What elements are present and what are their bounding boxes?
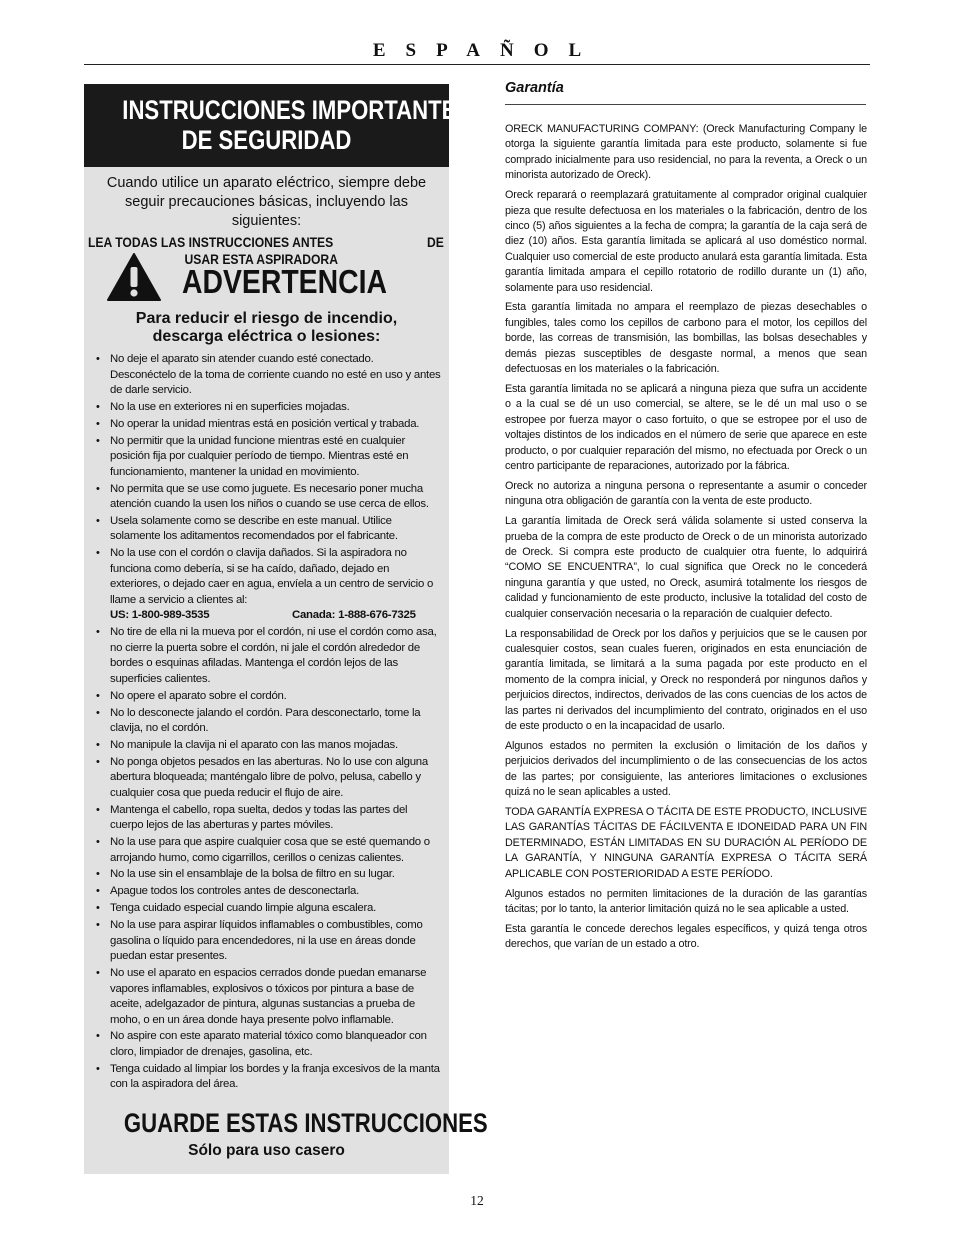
reduce-risk-line2: descarga eléctrica o lesiones:	[152, 328, 381, 345]
warranty-paragraph: Esta garantía le concede derechos legales específicos, y quizá tenga otros derechos, que varían de un estado a otro.	[505, 922, 867, 951]
safety-item: • No permita que se use como juguete. Es necesario poner mucha atención cuando la usen los niños o cuando se use cerca de ellos.	[96, 482, 441, 513]
safety-item: • No opere el aparato sobre el cordón.	[96, 689, 441, 705]
save-instructions-title	[84, 1108, 488, 1138]
warranty-heading: Garantía	[505, 80, 564, 96]
safety-item-service-text: No la use con el cordón o clavija dañados. Si la aspiradora no funciona como debería, si se ha caído, dañado, dejado en exteriores, o dejado caer en agua, envíela a un centro de servicio o llame a servicio a clientes al:	[110, 547, 434, 606]
safety-item: • Apague todos los controles antes de desconectarla.	[96, 884, 441, 900]
safety-item: • No la use para aspirar líquidos inflamables o combustibles, como gasolina o líquido para encendedores, ni la use en áreas donde puedan estar presentes.	[96, 918, 441, 965]
safety-item: • Tenga cuidado al limpiar los bordes y la franja excesivos de la manta con la aspiradora del área.	[96, 1062, 441, 1093]
safety-list	[96, 352, 441, 1094]
warranty-paragraph: La responsabilidad de Oreck por los daños y perjuicios que se le causen por cualesquier costos, sean cuales fueren, originados en esta enunciación de garantía limitada, se limitará a la suma pagada por este producto en el momento de la compra inicial, y Oreck no responderá por ningunos daños y perjuicios directos, indirectos, derivados de las cons cuencias de los actos de las partes ni derivados del incumplimiento del contrato, originados en el uso de este producto o en la incapacidad de usarlo.	[505, 627, 867, 733]
safety-item: • No permitir que la unidad funcione mientras esté en cualquier posición fija por cualquier período de tiempo. Mientras esté en funcionamiento, mantener la unidad en movimiento.	[96, 434, 441, 481]
safety-title-line1: INSTRUCCIONES IMPORTANTES	[122, 95, 472, 125]
safety-item: • No la use sin el ensamblaje de la bolsa de filtro en su lugar.	[96, 867, 441, 883]
phone-us: US: 1-800-989-3535	[110, 609, 210, 622]
page-number: 12	[470, 1193, 484, 1208]
save-instructions-text: GUARDE ESTAS INSTRUCCIONES	[123, 1108, 488, 1138]
warranty-paragraph: Oreck no autoriza a ninguna persona o representante a asumir o conceder ninguna otra obligación de garantía con la venta de este producto.	[505, 479, 867, 508]
warranty-paragraph: Oreck reparará o reemplazará gratuitamente al comprador original cualquier pieza que resulte defectuosa en los materiales o la fabricación, dentro de los cinco (5) años siguientes a la fecha de compra; la garantía de la caja será de diez (10) años. Esta garantía limitada se aplicará al uso doméstico normal. Cualquier uso comercial de este producto anulará esta garantía limitada. Esta garantía limitada ampara el cepillo rotatorio de rodillo durante un (1) año, solamente para uso residencial.	[505, 189, 867, 294]
safety-item: • No la use en exteriores ni en superficies mojadas.	[96, 400, 441, 416]
reduce-risk-line1: Para reducir el riesgo de incendio,	[135, 310, 398, 327]
safety-title-line2: DE SEGURIDAD	[181, 125, 352, 155]
safety-item-service	[96, 546, 441, 624]
warning-row	[106, 252, 436, 302]
safety-item: • No use el aparato en espacios cerrados donde puedan emanarse vapores inflamables, explosivos o tóxicos por pintura a base de aceite, adelgazador de pintura, algunas sustancias a prueba de moho, o en un área donde haya presente polvo inflamable.	[96, 966, 441, 1028]
read-instructions-left: LEA TODAS LAS INSTRUCCIONES ANTES	[88, 235, 334, 250]
warranty-paragraph: Algunos estados no permiten limitaciones de la duración de las garantías tácitas; por lo tanto, la anterior limitación quizá no le sea aplicable a usted.	[505, 887, 867, 915]
warning-word: ADVERTENCIA	[182, 263, 387, 300]
safety-item: • No lo desconecte jalando el cordón. Para desconectarlo, tome la clavija, no el cordón.	[96, 706, 441, 737]
header-rule	[84, 64, 870, 65]
warranty-body	[505, 122, 867, 957]
warranty-paragraph: Esta garantía limitada no se aplicará a ninguna pieza que sufra un accidente o a la cual se dé un uso comercial, se altere, se le dé un mal uso o se estropee por fuerza mayor o caso fortuito, o que se estropee por el uso de voltajes distintos de los indicados en el número de serie que aparece en este producto, o por cualquier reparación del mismo, no efectuada por Oreck o un centro participante de reparaciones, autorizado por la fábrica.	[505, 383, 867, 473]
warranty-paragraph: ORECK MANUFACTURING COMPANY: (Oreck Manufacturing Company le otorga la siguiente garantía limitada para este producto, solamente si fue comprado inicialmente para uso residencial, no para la reventa, a Oreck o un minorista autorizado de Oreck).	[505, 123, 867, 182]
read-instructions-right: DE	[427, 235, 445, 250]
warranty-paragraph: Esta garantía limitada no ampara el reemplazo de piezas desechables o fungibles, tales como los cepillos de carbono para el motor, los cepillos del borde, las correas de transmisión, las bombillas, las bolsas desechables y demás piezas susceptibles de desgaste normal, a menos que sean defectuosas en los materiales o la fabricación.	[505, 301, 867, 376]
warranty-paragraph: La garantía limitada de Oreck será válida solamente si usted conserva la prueba de la compra de este producto de Oreck o de un minorista autorizado de Oreck. Si compra este producto de cualquier otra fuente, lo adquirirá “COMO SE ENCUENTRA”, lo cual significa que Oreck no le concederá ninguna garantía y que usted, no Oreck, asumirá totalmente los riesgos de calidad y funcionamiento de este producto, inclusive la totalidad del costo de cualquier conservación necesaria o la reparación de cualquier defecto.	[505, 515, 867, 620]
warning-triangle-icon	[106, 252, 162, 302]
safety-instructions-panel	[84, 84, 488, 1174]
language-header: ESPAÑOL	[372, 40, 602, 61]
safety-item: • No deje el aparato sin atender cuando esté conectado. Desconéctelo de la toma de corriente cuando no esté en uso y antes de darle servicio.	[96, 352, 441, 399]
warranty-rule	[505, 104, 866, 105]
safety-item: • No manipule la clavija ni el aparato con las manos mojadas.	[96, 738, 441, 754]
safety-item: • No la use para que aspire cualquier cosa que se esté quemando o arrojando humo, como cigarrillos, cerillos o cenizas calientes.	[96, 835, 441, 866]
safety-item: • No operar la unidad mientras está en posición vertical y trabada.	[96, 417, 441, 433]
safety-item: • No aspire con este aparato material tóxico como blanqueador con cloro, limpiador de drenajes, gasolina, etc.	[96, 1029, 441, 1060]
safety-item: • Usela solamente como se describe en este manual. Utilice solamente los aditamentos recomendados por el fabricante.	[96, 514, 441, 545]
warranty-paragraph: TODA GARANTÍA EXPRESA O TÁCITA DE ESTE PRODUCTO, INCLUSIVE LAS GARANTÍAS TÁCITAS DE FÁCILVENTA E IDONEIDAD PARA UN FIN DETERMINADO, ESTÁN LIMITADAS EN SU DURACIÓN AL PERÍODO DE LA GARANTÍA, Y NINGUNA GARANTÍA EXPRESA O TÁCITA SERÁ APLICABLE CON POSTERIORIDAD A ESTE PERÍODO.	[505, 806, 867, 880]
safety-intro: Cuando utilice un aparato eléctrico, siempre debe seguir precauciones básicas, incluyendo las siguientes:	[106, 175, 427, 229]
safety-title	[84, 84, 472, 167]
reduce-risk-heading	[104, 310, 429, 346]
phone-canada: Canada: 1-888-676-7325	[292, 609, 416, 622]
safety-item: • No ponga objetos pesados en las aberturas. No lo use con alguna abertura bloqueada; manténgalo libre de polvo, pelusa, cabello y cualquier cosa que pueda reducir el flujo de aire.	[96, 755, 441, 802]
read-instructions-line2: USAR ESTA ASPIRADORA	[184, 252, 339, 267]
warranty-paragraph: Algunos estados no permiten la exclusión o limitación de los daños y perjuicios derivados del incumplimiento o de las consecuencias de los actos de las partes; por consiguiente, las anteriores limitaciones o exclusiones quizá no le sean aplicables a usted.	[505, 739, 867, 799]
home-use-only: Sólo para uso casero	[188, 1142, 345, 1159]
safety-item: • No tire de ella ni la mueva por el cordón, ni use el cordón como asa, no cierre la puerta sobre el cordón, ni jale el cordón alrededor de bordes o esquinas afiladas. Mantenga el cordón lejos de las superficies calientes.	[96, 625, 441, 687]
safety-item: • Mantenga el cabello, ropa suelta, dedos y todas las partes del cuerpo lejos de las aberturas y partes móviles.	[96, 803, 441, 834]
service-phones	[110, 608, 441, 624]
safety-item: • Tenga cuidado especial cuando limpie alguna escalera.	[96, 901, 441, 917]
